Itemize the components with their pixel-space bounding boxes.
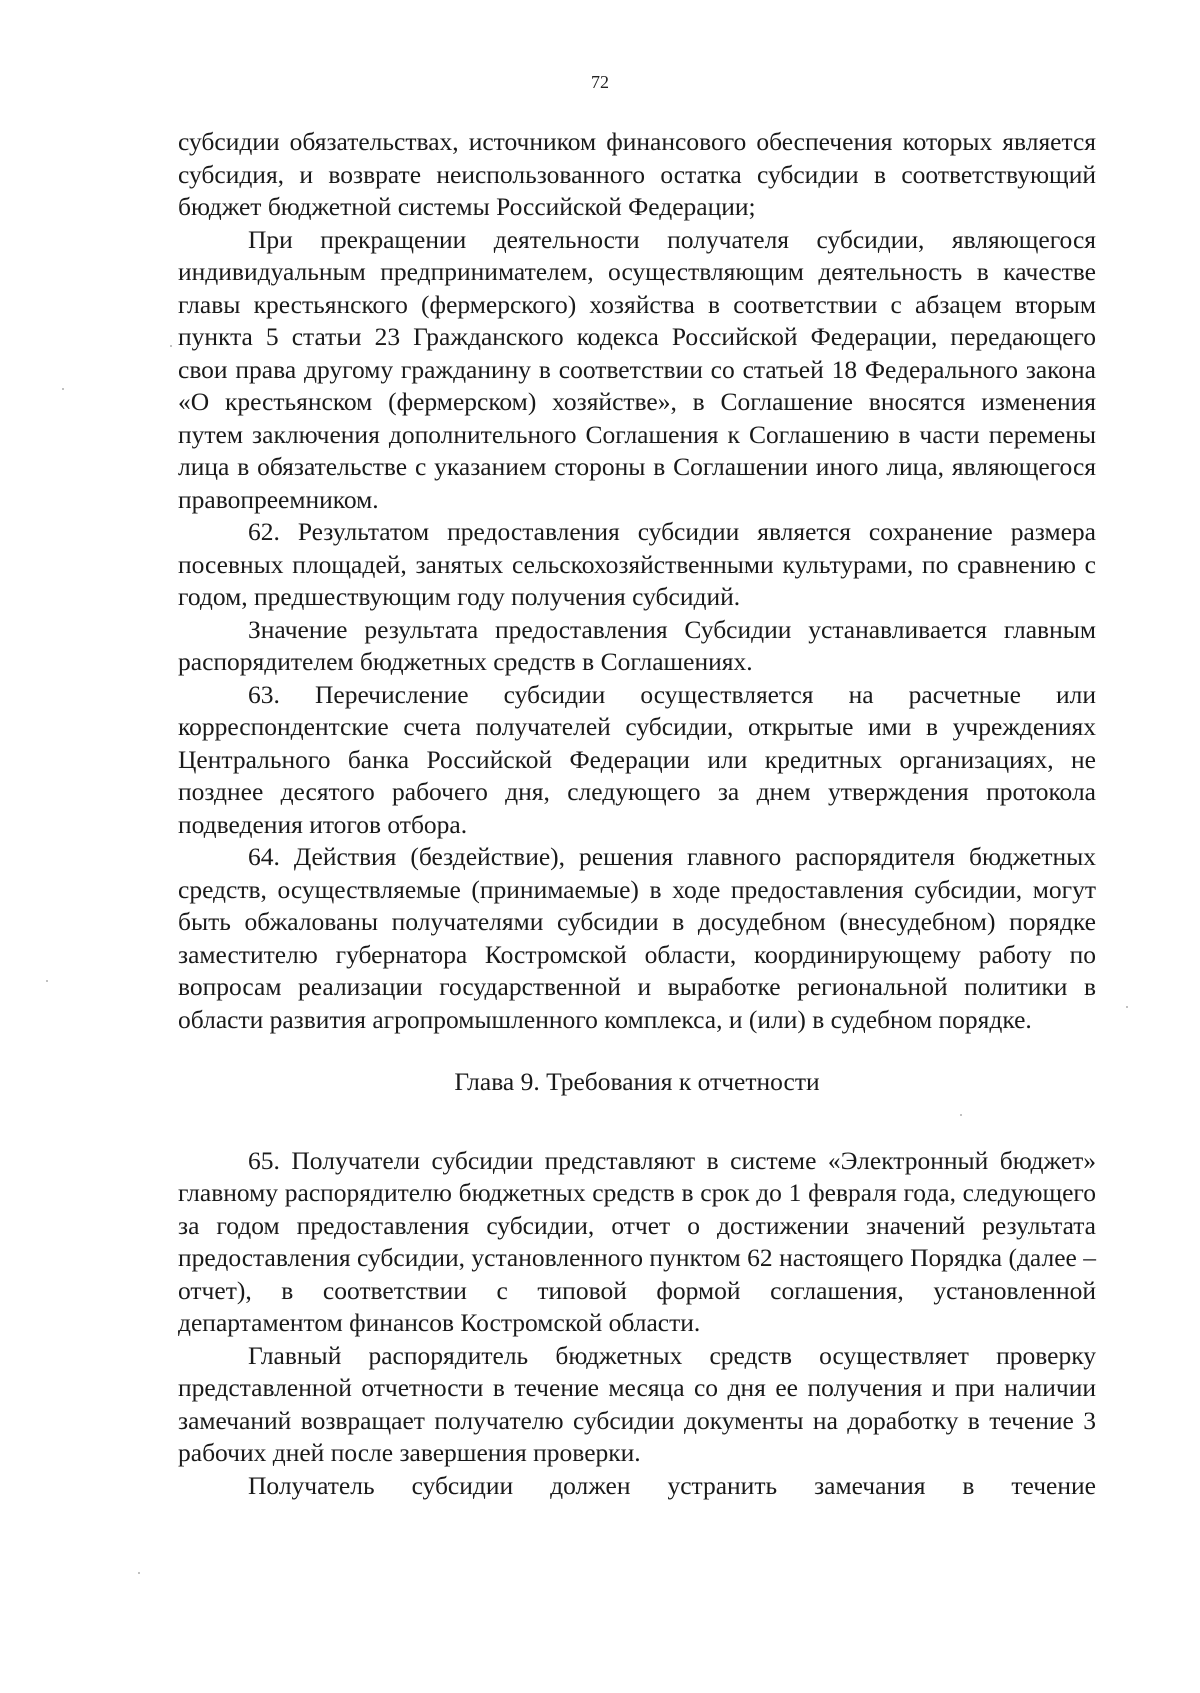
- paragraph-62-value: Значение результата предоставления Субсидии устанавливается главным распорядителем бюджетных средств в Соглашениях.: [178, 614, 1096, 676]
- paragraph-62: 62. Результатом предоставления субсидии является сохранение размера посевных площадей, занятых сельскохозяйственными культурами, по сравнению с годом, предшествующим году получения субсидий.: [178, 517, 1096, 611]
- paragraph-65: 65. Получатели субсидии представляют в системе «Электронный бюджет» главному распорядителю бюджетных средств в срок до 1 февраля года, следующего за годом предоставления субсидии, отчет о достижении значений результата предоставления субсидии, установленного пунктом 62 настоящего Порядка (далее – отчет), в соответствии с типовой формой соглашения, установленной департаментом финансов Костромской области.: [178, 1145, 1096, 1337]
- scan-speck: [46, 980, 48, 982]
- paragraph-65-fix: Получатель субсидии должен устранить замечания в течение: [248, 1470, 1096, 1500]
- page-number: 72: [591, 72, 609, 92]
- paragraph-termination: При прекращении деятельности получателя субсидии, являющегося индивидуальным предпринимателем, осуществляющим деятельность в качестве главы крестьянского (фермерского) хозяйства в соответствии с абзацем вторым пункта 5 статьи 23 Гражданского кодекса Российской Федерации, передающего свои права другому гражданину в соответствии со статьей 18 Федерального закона «О крестьянском (фермерском) хозяйстве», в Соглашение вносятся изменения путем заключения дополнительного Соглашения к Соглашению в части перемены лица в обязательстве с указанием стороны в Соглашении иного лица, являющегося правопреемником.: [178, 224, 1096, 514]
- paragraph-continuation: субсидии обязательствах, источником финансового обеспечения которых является субсидия, и возврате неиспользованного остатка субсидии в соответствующий бюджет бюджетной системы Российской Федерации;: [178, 127, 1096, 221]
- scan-speck: [62, 388, 64, 390]
- scan-speck: [170, 345, 172, 347]
- scan-speck: [1126, 1006, 1128, 1008]
- document-body: [178, 126, 1096, 1502]
- scan-speck: [960, 1114, 962, 1116]
- paragraph-65-check: Главный распорядитель бюджетных средств осуществляет проверку представленной отчетности в течение месяца со дня ее получения и при наличии замечаний возвращает получателю субсидии документы на доработку в течение 3 рабочих дней после завершения проверки.: [178, 1340, 1096, 1467]
- scan-speck: [138, 1572, 140, 1574]
- chapter-heading: Глава 9. Требования к отчетности: [454, 1067, 820, 1096]
- paragraph-63: 63. Перечисление субсидии осуществляется на расчетные или корреспондентские счета получателей субсидии, открытые ими в учреждениях Центрального банка Российской Федерации или кредитных организациях, не позднее десятого рабочего дня, следующего за днем утверждения протокола подведения итогов отбора.: [178, 679, 1096, 839]
- paragraph-64: 64. Действия (бездействие), решения главного распорядителя бюджетных средств, осуществляемые (принимаемые) в ходе предоставления субсидии, могут быть обжалованы получателями субсидии в досудебном (внесудебном) порядке заместителю губернатора Костромской области, координирующему работу по вопросам реализации государственной и выработке региональной политики в области развития агропромышленного комплекса, и (или) в судебном порядке.: [178, 842, 1096, 1034]
